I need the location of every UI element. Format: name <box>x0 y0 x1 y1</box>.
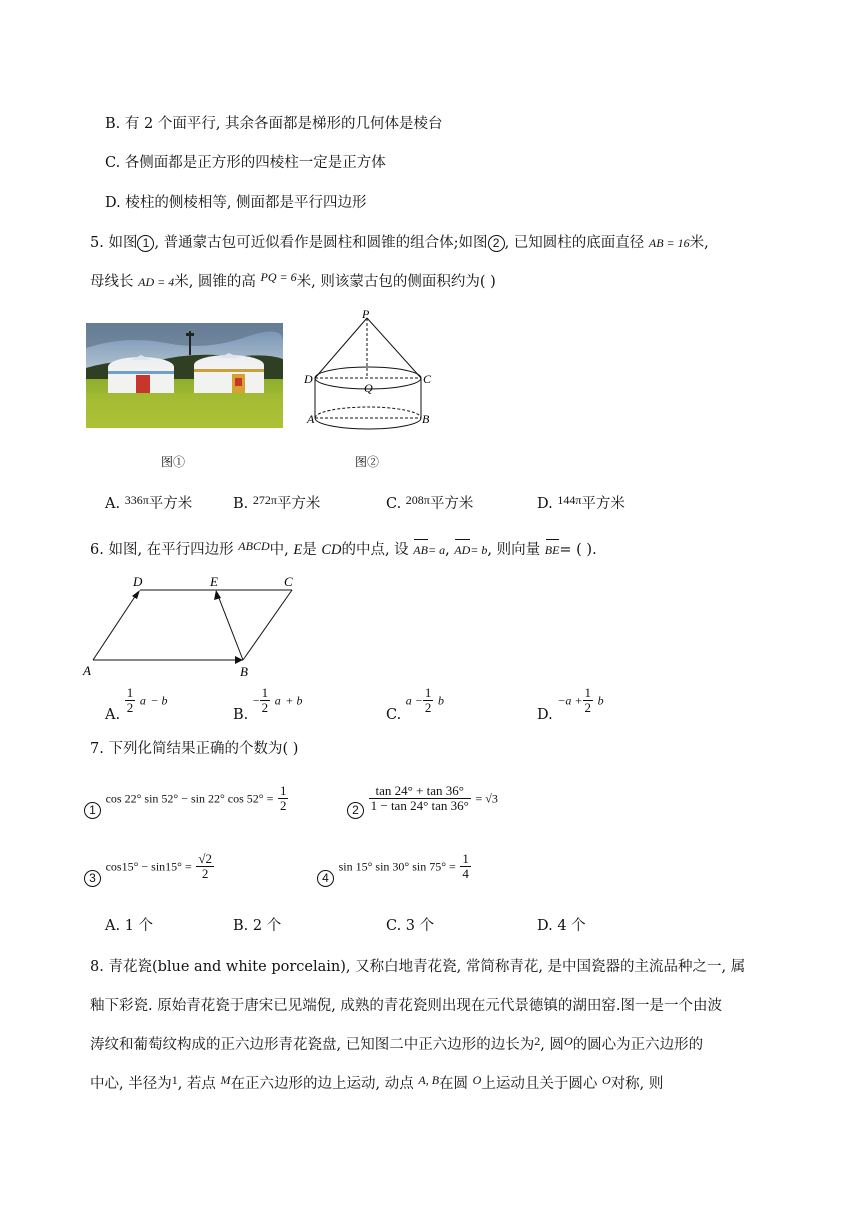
q5-text-a: 5. 如图 <box>90 235 138 251</box>
q7-option-a: A. 1 个 <box>105 918 154 934</box>
q7-option-b: B. 2 个 <box>233 918 282 934</box>
q6-option-a: A. $\frac{1}{2}$ a − b <box>105 685 168 723</box>
q5-option-a: A. $^{336\pi}$平方米 <box>105 493 193 512</box>
q5-ab-equation: AB = 16 <box>648 236 690 250</box>
label-p: P <box>362 307 370 321</box>
q8-line-4: 中心, 半径为$^1$, 若点 $^M$在正六边形的边上运动, 动点 $^{A, B}$在圆 $^O$上运动且关于圆心 $^O$对称, 则 <box>90 1073 664 1092</box>
q7-option-c: C. 3 个 <box>386 918 435 934</box>
q6-option-b: B. − $\frac{1}{2}$ a + b <box>233 685 303 723</box>
label-c: C <box>284 574 293 589</box>
q5-text-d: 母线长 <box>90 274 134 290</box>
q5-option-d: D. $^{144\pi}$平方米 <box>537 493 625 512</box>
q5-option-b: B. $^{272\pi}$平方米 <box>233 493 321 512</box>
q6-stem: 6. 如图, 在平行四边形 $^{ABCD}$中, E是 CD的中点, 设 AB= a, AD= b, 则向量 BE= ( ). <box>90 539 597 558</box>
q5-unit: 米, <box>689 235 709 251</box>
q4-option-d: D. 棱柱的侧棱相等, 侧面都是平行四边形 <box>105 195 367 211</box>
label-b: B <box>240 664 248 679</box>
q7-item-4: 4 sin 15° sin 30° sin 75° = $\frac{1}{4}$ <box>317 852 471 892</box>
q5-text-b: , 普通蒙古包可近似看作是圆柱和圆锥的组合体;如图 <box>154 235 488 251</box>
label-a: A <box>83 663 91 678</box>
q7-item-3: 3 cos15° − sin15° = $\frac{√2}{2}$ <box>84 852 214 892</box>
figure-2-caption: 图② <box>355 455 380 469</box>
q7-item-2: 2 $\frac{\tan 24^\circ + \tan 36^\circ}{1 - \tan 24^\circ \tan 36^\circ}$ = √3 <box>347 784 498 824</box>
label-q: Q <box>364 381 373 395</box>
q5-text-c: , 已知圆柱的底面直径 <box>504 235 645 251</box>
cylinder-cone-figure <box>300 306 450 436</box>
q5-option-c: C. $^{208\pi}$平方米 <box>386 493 474 512</box>
q5-stem-line1 <box>90 233 709 253</box>
q6-option-d: D. −a + $\frac{1}{2}$ b <box>537 685 604 723</box>
q8-line-2: 釉下彩瓷. 原始青花瓷于唐宋已见端倪, 成熟的青花瓷则出现在元代景德镇的湖田窑.图一是一个由波 <box>90 998 723 1014</box>
q6-option-c: C. a − $\frac{1}{2}$ b <box>386 685 445 723</box>
q8-line-1: 8. 青花瓷(blue and white porcelain), 又称白地青花瓷, 常简称青花, 是中国瓷器的主流品种之一, 属 <box>90 959 746 975</box>
label-b: B <box>422 412 430 426</box>
q5-ad-equation: AD = 4 <box>138 275 175 289</box>
q5-pq-equation: PQ = 6 <box>260 270 297 284</box>
q4-option-b: B. 有 2 个面平行, 其余各面都是梯形的几何体是棱台 <box>105 116 443 132</box>
q7-item-1: 1 cos 22° sin 52° − sin 22° cos 52° = $\frac{1}{2}$ <box>84 784 288 824</box>
figure-1-caption: 图① <box>161 455 186 469</box>
q4-option-c: C. 各侧面都是正方形的四棱柱一定是正方体 <box>105 155 386 171</box>
label-c: C <box>423 372 432 386</box>
circled-number-1: 1 <box>137 235 154 252</box>
q5-text-f: 米, 则该蒙古包的侧面积约为( ) <box>296 274 496 290</box>
q5-text-e: 米, 圆锥的高 <box>174 274 256 290</box>
label-d: D <box>304 372 313 386</box>
q8-line-3: 涛纹和葡萄纹构成的正六边形青花瓷盘, 已知图二中正六边形的边长为$^2$, 圆$^O$的圆心为正六边形的 <box>90 1034 704 1053</box>
parallelogram-figure <box>80 570 310 680</box>
label-d: D <box>133 574 143 589</box>
q7-stem: 7. 下列化简结果正确的个数为( ) <box>90 741 299 757</box>
q7-option-d: D. 4 个 <box>537 918 586 934</box>
yurt-photo <box>86 323 283 428</box>
label-a: A <box>307 412 315 426</box>
circled-number-2: 2 <box>488 235 505 252</box>
label-e: E <box>210 574 218 589</box>
q5-stem-line2 <box>90 272 496 292</box>
